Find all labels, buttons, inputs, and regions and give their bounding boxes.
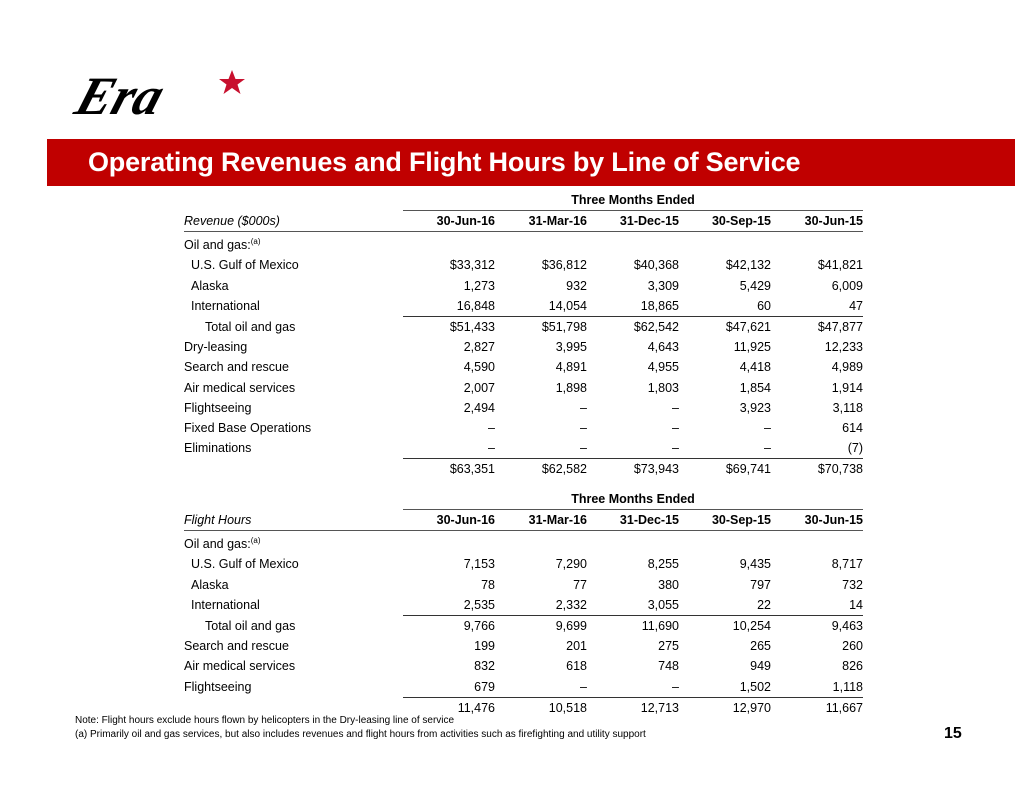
column-header-row: [184, 211, 863, 232]
cell-value: $36,812: [541, 258, 587, 273]
cell-value: –: [580, 441, 587, 456]
cell-value: 1,118: [832, 679, 863, 694]
logo-text: Era: [72, 66, 172, 122]
row-label: U.S. Gulf of Mexico: [191, 557, 299, 572]
table-row: [184, 378, 863, 398]
cell-value: 9,463: [771, 615, 863, 636]
span-header-row: [184, 190, 863, 211]
cell-value: 11,476: [403, 697, 495, 718]
span-header: Three Months Ended: [403, 190, 863, 211]
cell-value: 797: [750, 577, 771, 592]
cell-value: $51,433: [403, 316, 495, 337]
cell-value: $40,368: [633, 258, 679, 273]
cell-value: 949: [750, 659, 771, 674]
cell-value: 4,955: [647, 360, 679, 375]
flight-hours-rows: [184, 554, 863, 718]
span-header: Three Months Ended: [403, 489, 863, 510]
table-row: [184, 316, 863, 337]
footnote-a: (a) Primarily oil and gas services, but also includes revenues and flight hours from activities such as firefighting and utility support: [75, 729, 646, 740]
cell-value: 2,332: [555, 597, 587, 612]
cell-value: 1,273: [463, 278, 495, 293]
revenue-rows: [184, 255, 863, 479]
footnote-marker: (a): [250, 237, 261, 247]
row-label: Dry-leasing: [184, 340, 248, 355]
cell-value: 826: [842, 659, 863, 674]
cell-value: 748: [658, 659, 679, 674]
cell-value: $51,798: [495, 316, 587, 337]
column-header: 30-Sep-15: [679, 510, 771, 531]
cell-value: 1,854: [739, 380, 771, 395]
column-header: 31-Mar-16: [495, 510, 587, 531]
cell-value: 1,898: [555, 380, 587, 395]
cell-value: $69,741: [679, 459, 771, 480]
cell-value: 10,254: [679, 615, 771, 636]
cell-value: 3,923: [739, 400, 771, 415]
row-label: Flightseeing: [184, 400, 252, 415]
cell-value: 3,118: [832, 400, 863, 415]
cell-value: 7,290: [555, 557, 587, 572]
cell-value: –: [488, 441, 495, 456]
cell-value: 2,535: [463, 597, 495, 612]
flight-hours-table: [184, 489, 863, 718]
cell-value: 2,007: [463, 380, 495, 395]
cell-value: 78: [481, 577, 495, 592]
table-row: [184, 554, 863, 574]
column-header: 30-Jun-15: [771, 510, 863, 531]
column-header: 30-Jun-15: [771, 211, 863, 232]
cell-value: $47,621: [679, 316, 771, 337]
cell-value: –: [580, 420, 587, 435]
row-header-label: Flight Hours: [184, 510, 403, 531]
cell-value: –: [764, 420, 771, 435]
cell-value: 60: [757, 298, 771, 313]
cell-value: 14: [849, 597, 863, 612]
cell-value: 47: [849, 298, 863, 313]
row-header-label: Revenue ($000s): [184, 211, 403, 232]
column-header: 30-Jun-16: [403, 211, 495, 232]
era-logo-mark: [72, 66, 252, 122]
row-label: Air medical services: [184, 380, 296, 395]
cell-value: 11,690: [587, 615, 679, 636]
cell-value: (7): [847, 441, 863, 456]
cell-value: –: [580, 679, 587, 694]
cell-value: $62,582: [495, 459, 587, 480]
cell-value: 4,989: [831, 360, 863, 375]
row-label: Search and rescue: [184, 360, 289, 375]
section-row: [184, 531, 863, 555]
row-label: Flightseeing: [184, 679, 252, 694]
cell-value: 275: [658, 639, 679, 654]
row-label: International: [191, 299, 260, 314]
cell-value: 12,970: [679, 697, 771, 718]
cell-value: 9,435: [739, 557, 771, 572]
cell-value: 18,865: [640, 298, 679, 313]
section-row: [184, 232, 863, 256]
cell-value: 679: [474, 679, 495, 694]
cell-value: 8,717: [831, 557, 863, 572]
cell-value: $42,132: [725, 258, 771, 273]
cell-value: –: [672, 679, 679, 694]
row-label: Total oil and gas: [205, 618, 296, 633]
column-header: 31-Mar-16: [495, 211, 587, 232]
row-label: [184, 459, 403, 480]
table-row: [184, 255, 863, 275]
revenue-table: [184, 190, 863, 479]
title-banner: [47, 139, 1015, 186]
cell-value: 4,418: [739, 360, 771, 375]
column-header-row: [184, 510, 863, 531]
table-row: [184, 337, 863, 357]
cell-value: 12,713: [587, 697, 679, 718]
table-row: [184, 418, 863, 438]
table-row: [184, 677, 863, 698]
cell-value: 7,153: [463, 557, 495, 572]
cell-value: 10,518: [495, 697, 587, 718]
table-row: [184, 438, 863, 459]
column-header: 30-Sep-15: [679, 211, 771, 232]
cell-value: 199: [474, 639, 495, 654]
column-header: 31-Dec-15: [587, 510, 679, 531]
cell-value: $33,312: [449, 258, 495, 273]
row-label: Alaska: [191, 278, 229, 293]
cell-value: 8,255: [647, 557, 679, 572]
row-label: U.S. Gulf of Mexico: [191, 258, 299, 273]
page-title: Operating Revenues and Flight Hours by Line of Service: [88, 147, 801, 177]
table-row: [184, 615, 863, 636]
row-label: Eliminations: [184, 441, 252, 456]
cell-value: –: [580, 400, 587, 415]
cell-value: 22: [757, 597, 771, 612]
row-label: Total oil and gas: [205, 319, 296, 334]
cell-value: 3,055: [647, 597, 679, 612]
cell-value: –: [488, 420, 495, 435]
row-label: Alaska: [191, 577, 229, 592]
cell-value: 5,429: [739, 278, 771, 293]
cell-value: 260: [842, 639, 863, 654]
table-row: [184, 575, 863, 595]
table-row: [184, 636, 863, 656]
cell-value: 3,309: [647, 278, 679, 293]
cell-value: 77: [573, 577, 587, 592]
cell-value: –: [672, 400, 679, 415]
page-number: 15: [944, 725, 962, 742]
table-row: [184, 656, 863, 676]
cell-value: 9,766: [403, 615, 495, 636]
cell-value: $70,738: [771, 459, 863, 480]
cell-value: 614: [842, 420, 863, 435]
cell-value: 4,643: [647, 340, 679, 355]
cell-value: 4,590: [463, 360, 495, 375]
row-label: Air medical services: [184, 659, 296, 674]
red-star-icon: [219, 70, 245, 94]
span-header-row: [184, 489, 863, 510]
note-flight-hours: Note: Flight hours exclude hours flown by helicopters in the Dry-leasing line of service: [75, 715, 455, 726]
table-row: [184, 459, 863, 480]
cell-value: 16,848: [456, 298, 495, 313]
cell-value: 11,925: [733, 340, 771, 355]
cell-value: $63,351: [403, 459, 495, 480]
cell-value: 265: [750, 639, 771, 654]
cell-value: 932: [566, 278, 587, 293]
table-row: [184, 398, 863, 418]
table-row: [184, 595, 863, 616]
cell-value: 4,891: [555, 360, 587, 375]
cell-value: $41,821: [817, 258, 863, 273]
row-label: Search and rescue: [184, 639, 289, 654]
cell-value: 832: [474, 659, 495, 674]
cell-value: 14,054: [548, 298, 587, 313]
row-label: Fixed Base Operations: [184, 420, 312, 435]
cell-value: $73,943: [587, 459, 679, 480]
table-row: [184, 357, 863, 377]
column-header: 31-Dec-15: [587, 211, 679, 232]
table-row: [184, 296, 863, 317]
cell-value: –: [672, 420, 679, 435]
cell-value: 6,009: [831, 278, 863, 293]
cell-value: 2,827: [463, 340, 495, 355]
cell-value: 12,233: [824, 340, 863, 355]
table-row: [184, 276, 863, 296]
era-logo: [72, 66, 252, 122]
cell-value: 618: [566, 659, 587, 674]
cell-value: 3,995: [555, 340, 587, 355]
cell-value: $47,877: [771, 316, 863, 337]
cell-value: 201: [566, 639, 587, 654]
cell-value: 1,803: [647, 380, 679, 395]
section-label: Oil and gas:$^{(a)}$: [184, 237, 261, 253]
cell-value: 1,502: [739, 679, 771, 694]
cell-value: 732: [842, 577, 863, 592]
row-label: International: [191, 598, 260, 613]
section-label: Oil and gas:$^{(a)}$: [184, 536, 261, 552]
cell-value: 1,914: [831, 380, 863, 395]
cell-value: $62,542: [587, 316, 679, 337]
cell-value: 11,667: [771, 697, 863, 718]
footnote-marker: (a): [250, 536, 261, 546]
cell-value: 2,494: [463, 400, 495, 415]
cell-value: 380: [658, 577, 679, 592]
column-header: 30-Jun-16: [403, 510, 495, 531]
cell-value: 9,699: [495, 615, 587, 636]
cell-value: –: [672, 441, 679, 456]
cell-value: –: [764, 441, 771, 456]
